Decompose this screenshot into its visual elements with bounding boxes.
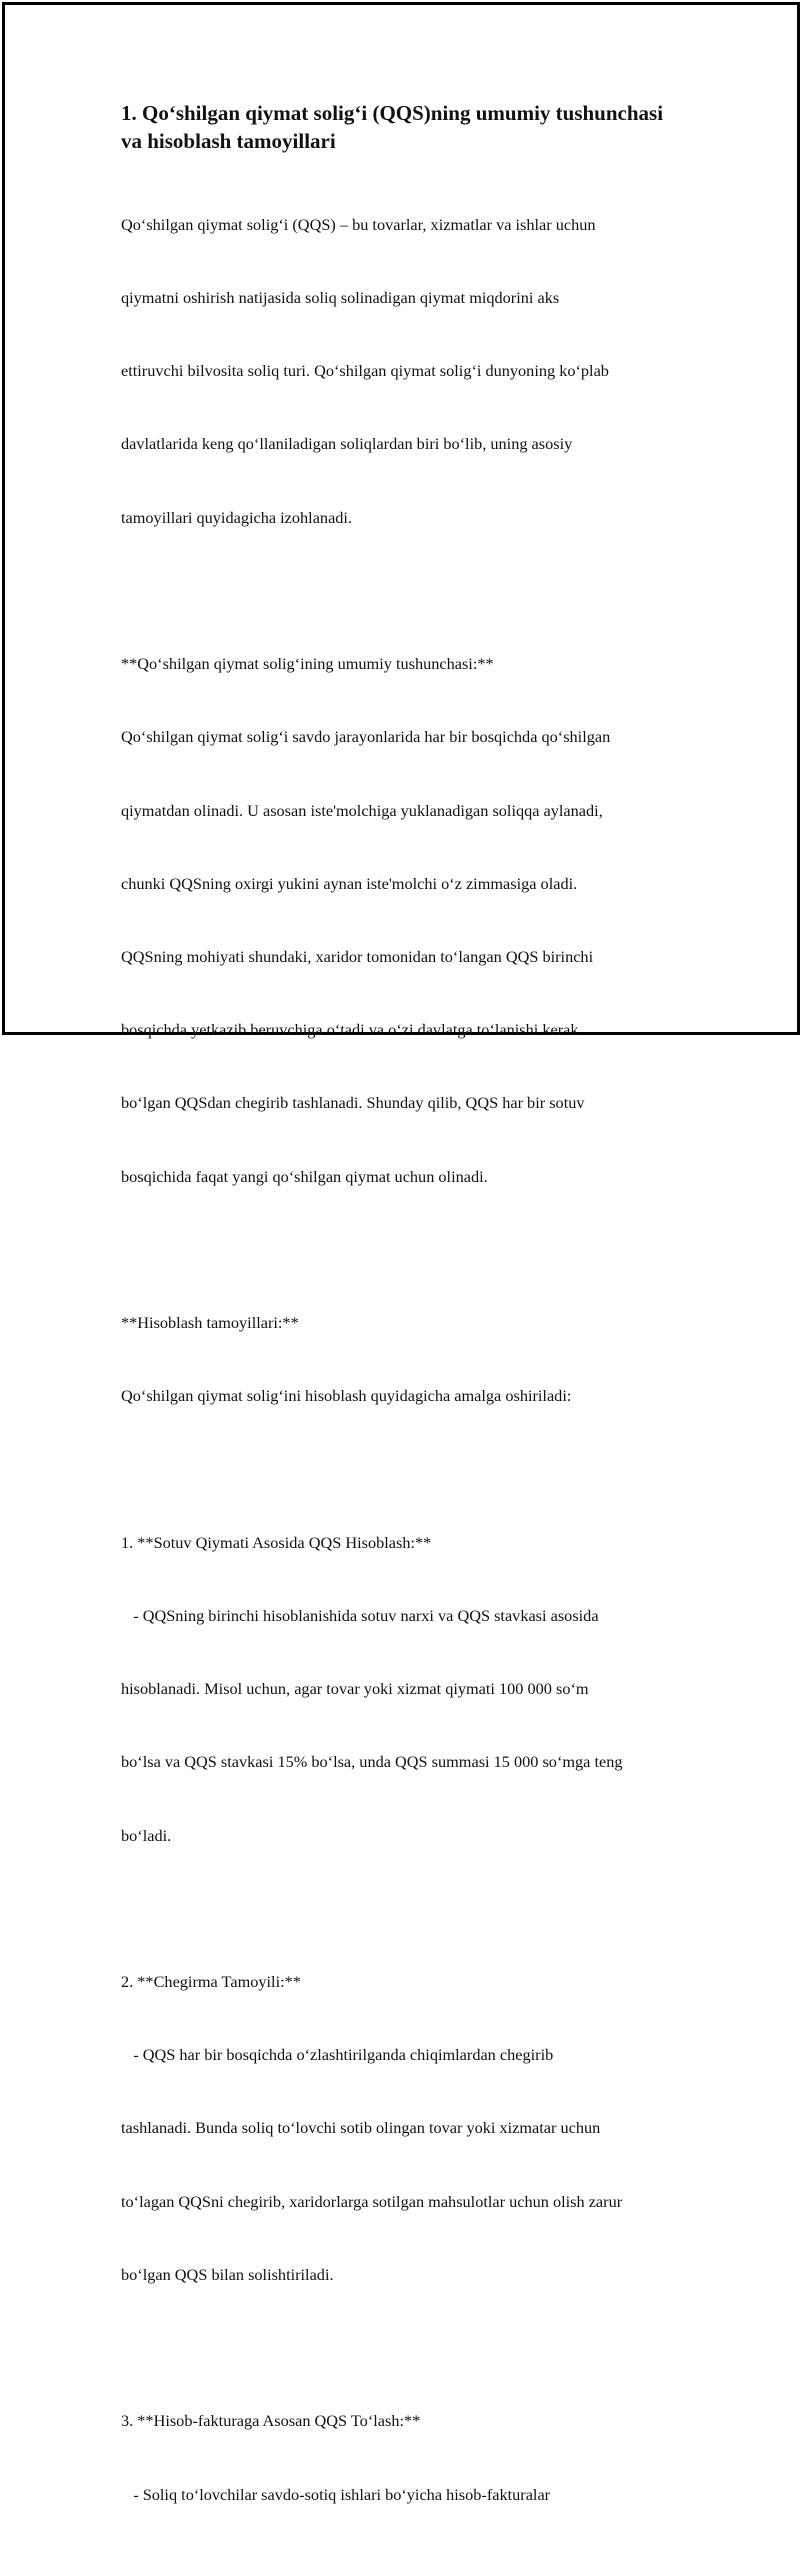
title-line: 1. Qo‘shilgan qiymat solig‘i (QQS)ning umumiy tushunchasi xyxy=(121,101,664,125)
text-line: bo‘lgan QQS bilan solishtiriladi. xyxy=(121,2264,334,2284)
intro-paragraph xyxy=(121,164,701,579)
text-line: Qo‘shilgan qiymat solig‘i savdo jarayonlarida har bir bosqichda qo‘shilgan xyxy=(121,727,611,747)
list-item-heading: 2. **Chegirma Tamoyili:** xyxy=(121,1972,301,1991)
text-line: hisoblanadi. Misol uchun, agar tovar yoki xizmat qiymati 100 000 so‘m xyxy=(121,1679,589,1699)
text-line: bo‘lgan QQSdan chegirib tashlanadi. Shunday qilib, QQS har bir sotuv xyxy=(121,1093,585,1113)
text-line: Qo‘shilgan qiymat solig‘ini hisoblash quyidagicha amalga oshiriladi: xyxy=(121,1386,572,1406)
document-title xyxy=(121,99,701,155)
text-line: Qo‘shilgan qiymat solig‘i (QQS) – bu tovarlar, xizmatlar va ishlar uchun xyxy=(121,214,596,234)
text-line: - QQSning birinchi hisoblanishida sotuv narxi va QQS stavkasi asosida xyxy=(121,1605,599,1625)
text-line: tamoyillari quyidagicha izohlanadi. xyxy=(121,507,353,527)
list-item-heading: 1. **Sotuv Qiymati Asosida QQS Hisoblash:** xyxy=(121,1532,432,1552)
text-line: ettiruvchi bilvosita soliq turi. Qo‘shilgan qiymat solig‘i dunyoning ko‘plab xyxy=(121,361,609,381)
page-frame xyxy=(2,2,800,2504)
list-item-2 xyxy=(121,1921,701,2336)
text-line: - QQS har bir bosqichda o‘zlashtirilganda chiqimlardan chegirib xyxy=(121,2045,554,2065)
section-heading: **Qo‘shilgan qiymat solig‘ining umumiy tushunchasi:** xyxy=(121,654,494,674)
text-line: QQSning mohiyati shundaki, xaridor tomonidan to‘langan QQS birinchi xyxy=(121,946,594,966)
text-line: qiymatni oshirish natijasida soliq solinadigan qiymat miqdorini aks xyxy=(121,288,560,308)
section-heading: **Hisoblash tamoyillari:** xyxy=(121,1313,299,1333)
text-line: davlatlarida keng qo‘llaniladigan soliqlardan biri bo‘lib, uning asosiy xyxy=(121,434,573,454)
text-line: to‘lagan QQSni chegirib, xaridorlarga sotilgan mahsulotlar uchun olish zarur xyxy=(121,2191,623,2211)
title-line: va hisoblash tamoyillari xyxy=(121,129,336,153)
list-item-1 xyxy=(121,1482,701,1897)
text-line: chunki QQSning oxirgi yukini aynan iste'molchi o‘z zimmasiga oladi. xyxy=(121,873,578,893)
text-line: bosqichida faqat yangi qo‘shilgan qiymat uchun olinadi. xyxy=(121,1166,488,1186)
concept-section xyxy=(121,603,701,1238)
paragraph-gap xyxy=(121,1458,701,1482)
text-line: bosqichda yetkazib beruvchiga o‘tadi va o‘zi davlatga to‘lanishi kerak xyxy=(121,1020,579,1040)
paragraph-gap xyxy=(121,2336,701,2360)
text-line: tashlanadi. Bunda soliq to‘lovchi sotib olingan tovar yoki xizmatar uchun xyxy=(121,2118,601,2138)
paragraph-gap xyxy=(121,1238,701,1262)
document-body xyxy=(121,99,701,2556)
list-item-3 xyxy=(121,2360,701,2555)
list-item-heading: 3. **Hisob-fakturaga Asosan QQS To‘lash:** xyxy=(121,2411,421,2431)
paragraph-gap xyxy=(121,579,701,603)
text-line: bo‘lsa va QQS stavkasi 15% bo‘lsa, unda QQS summasi 15 000 so‘mga teng xyxy=(121,1752,623,1772)
text-line: - Soliq to‘lovchilar savdo-sotiq ishlari bo‘yicha hisob-fakturalar xyxy=(121,2484,551,2504)
text-line: bo‘ladi. xyxy=(121,1825,172,1845)
principles-section xyxy=(121,1262,701,1457)
text-line: qiymatdan olinadi. U asosan iste'molchiga yuklanadigan soliqqa aylanadi, xyxy=(121,800,603,820)
paragraph-gap xyxy=(121,1897,701,1921)
